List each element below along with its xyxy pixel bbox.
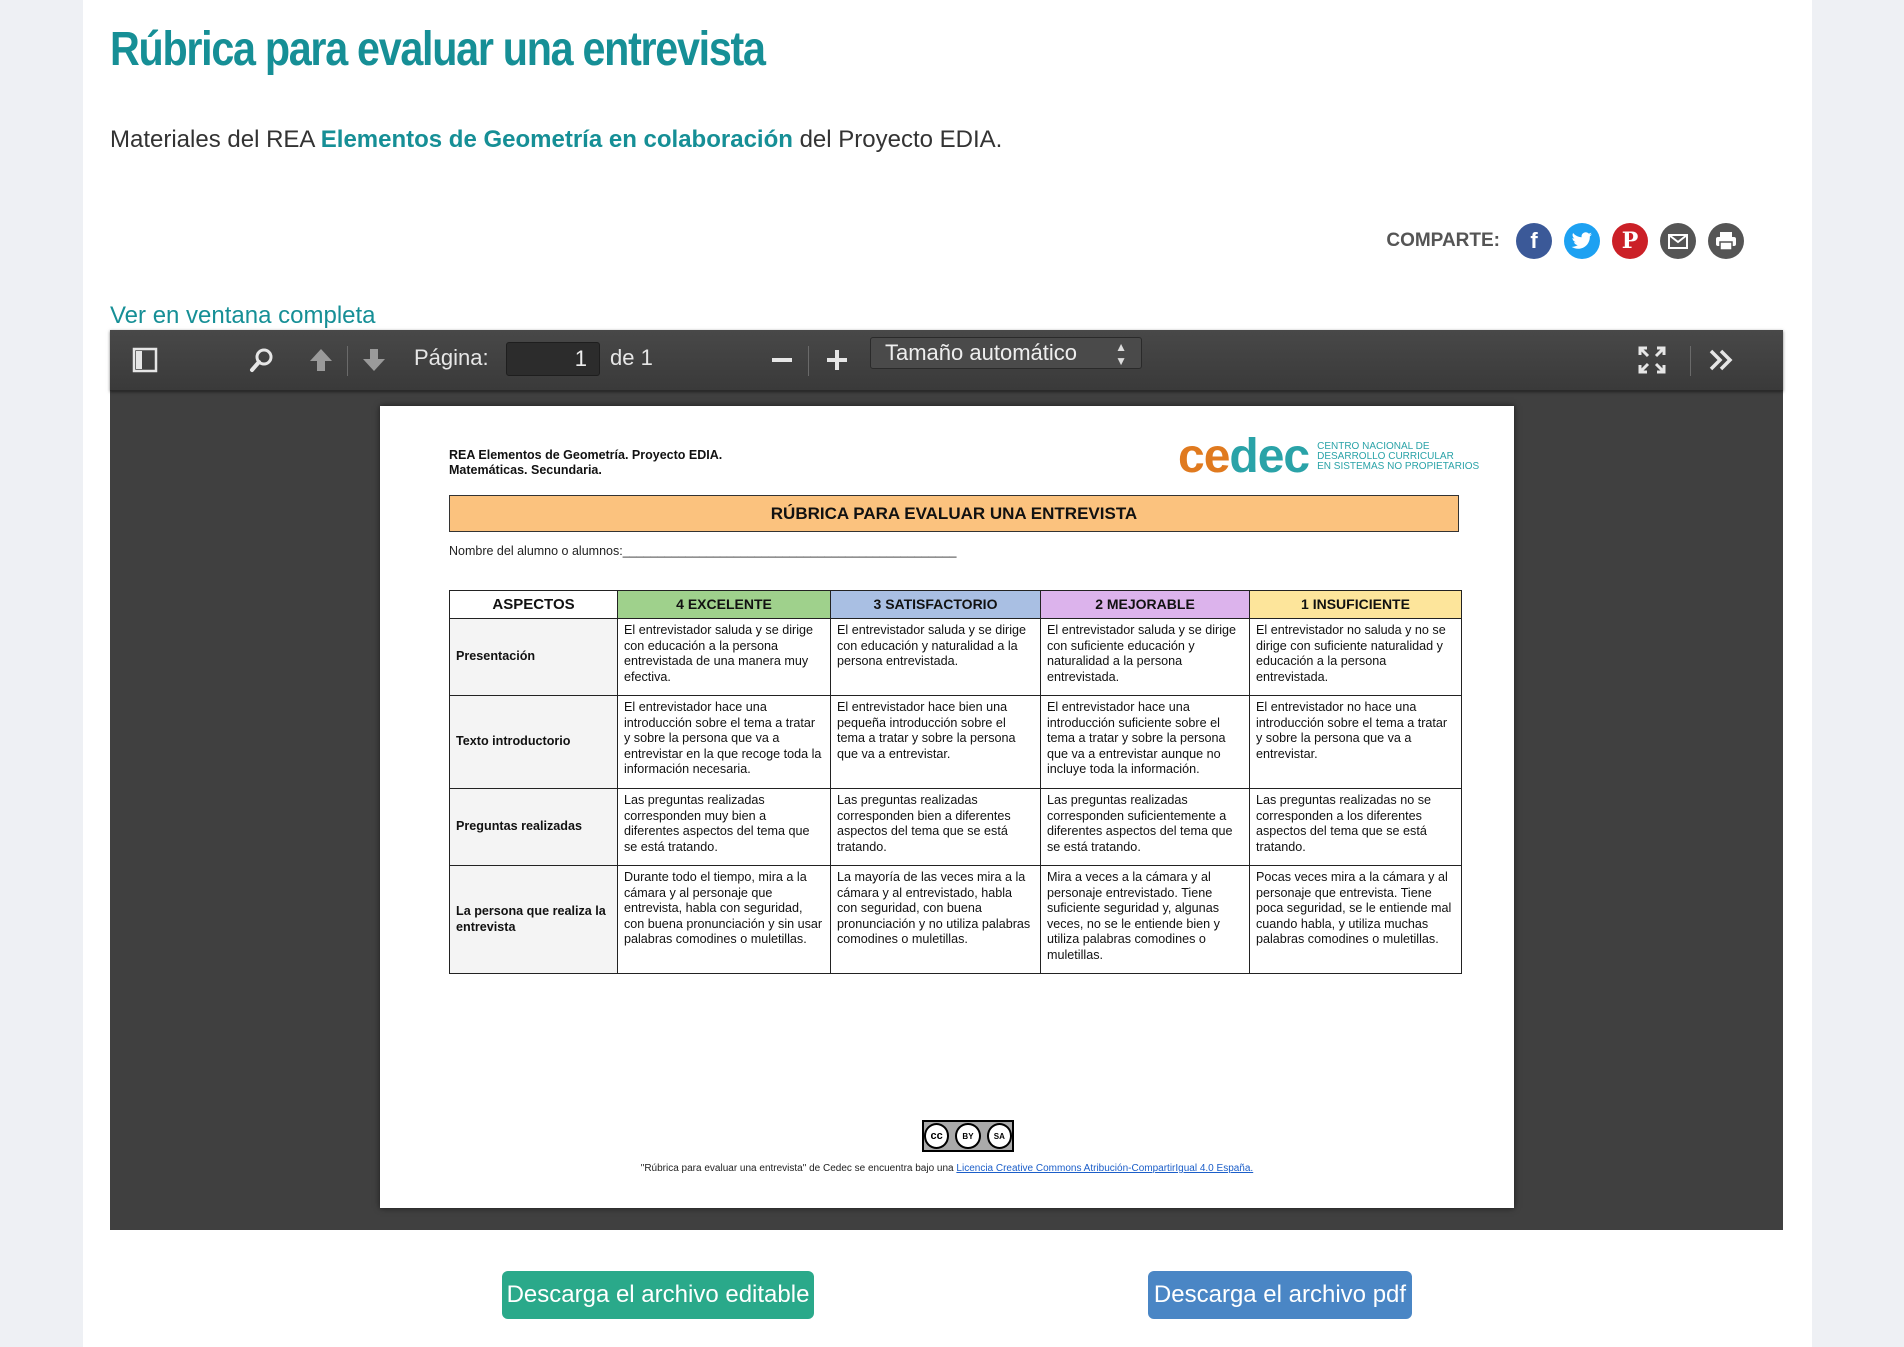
rubric-cell: Durante todo el tiempo, mira a la cámara y al personaje que entrevista, habla con seguridad, con buena pronunciación y sin usar palabras comodines o muletillas. bbox=[618, 866, 831, 974]
rubric-cell: Las preguntas realizadas corresponden bien a diferentes aspectos del tema que se está tratando. bbox=[831, 789, 1041, 866]
header-aspectos: ASPECTOS bbox=[450, 591, 618, 619]
toolbar-separator bbox=[808, 346, 809, 376]
rubric-cell: El entrevistador saluda y se dirige con suficiente educación y naturalidad a la persona entrevistada. bbox=[1041, 619, 1250, 696]
tools-icon[interactable] bbox=[1705, 344, 1737, 376]
pdf-viewer bbox=[110, 330, 1783, 1230]
full-window-link[interactable]: Ver en ventana completa bbox=[110, 302, 376, 329]
rubric-cell: El entrevistador no hace una introducción sobre el tema a tratar y sobre la persona que va a entrevistar. bbox=[1250, 696, 1462, 789]
creative-commons-badge bbox=[922, 1120, 1014, 1152]
page-title: Rúbrica para evaluar una entrevista bbox=[110, 23, 765, 76]
fullscreen-icon[interactable] bbox=[1636, 344, 1668, 376]
rubric-header-row bbox=[450, 591, 1462, 619]
search-icon[interactable] bbox=[247, 345, 277, 375]
download-editable-button[interactable]: Descarga el archivo editable bbox=[502, 1271, 814, 1319]
rubric-cell: El entrevistador hace una introducción sobre el tema a tratar y sobre la persona que va a entrevistar en la que recoge toda la información necesaria. bbox=[618, 696, 831, 789]
rubric-cell: La mayoría de las veces mira a la cámara y al entrevistado, habla con seguridad, con buena pronunciación y no utiliza palabras comodines o muletillas. bbox=[831, 866, 1041, 974]
rubric-cell: El entrevistador saluda y se dirige con educación a la persona entrevistada de una manera muy efectiva. bbox=[618, 619, 831, 696]
table-row bbox=[450, 866, 1462, 974]
intro-suffix: del Proyecto EDIA. bbox=[792, 126, 1003, 153]
document-header-line: Matemáticas. Secundaria. bbox=[449, 463, 602, 477]
previous-page-icon[interactable] bbox=[305, 344, 337, 376]
sa-icon: SA bbox=[987, 1123, 1012, 1149]
twitter-icon[interactable] bbox=[1564, 223, 1600, 259]
header-excelente: 4 EXCELENTE bbox=[618, 591, 831, 619]
share-bar bbox=[1386, 223, 1744, 259]
header-mejorable: 2 MEJORABLE bbox=[1041, 591, 1250, 619]
toolbar-separator bbox=[1690, 346, 1691, 376]
select-arrows-icon: ▲ ▼ bbox=[1115, 340, 1127, 368]
document-header-line: REA Elementos de Geometría. Proyecto EDIA. bbox=[449, 448, 723, 462]
page-total: de 1 bbox=[610, 345, 653, 370]
facebook-icon[interactable]: f bbox=[1516, 223, 1552, 259]
content-area bbox=[83, 0, 1812, 1347]
email-icon[interactable] bbox=[1660, 223, 1696, 259]
aspect-cell: Preguntas realizadas bbox=[450, 789, 618, 866]
page-label: Página: bbox=[414, 345, 489, 370]
rubric-cell: El entrevistador hace bien una pequeña introducción sobre el tema a tratar y sobre la persona que va a entrevistar. bbox=[831, 696, 1041, 789]
pinterest-icon[interactable]: P bbox=[1612, 223, 1648, 259]
page-number-input[interactable]: 1 bbox=[506, 342, 600, 376]
license-text: "Rúbrica para evaluar una entrevista" de Cedec se encuentra bajo una bbox=[640, 1163, 957, 1174]
logo-subtitle: CENTRO NACIONAL DE DESARROLLO CURRICULAR EN SISTEMAS NO PROPIETARIOS bbox=[1317, 441, 1480, 472]
rubric-table bbox=[449, 590, 1462, 974]
print-icon[interactable] bbox=[1708, 223, 1744, 259]
rubric-cell: El entrevistador no saluda y no se dirige con suficiente naturalidad y educación a la persona entrevistada. bbox=[1250, 619, 1462, 696]
rubric-cell: Pocas veces mira a la cámara y al personaje que entrevista. Tiene poca seguridad, se le entiende mal cuando habla, y utiliza muchas palabras comodines o muletillas. bbox=[1250, 866, 1462, 974]
aspect-cell: Presentación bbox=[450, 619, 618, 696]
document-header bbox=[449, 448, 722, 478]
license-link[interactable]: Licencia Creative Commons Atribución-CompartirIgual 4.0 España. bbox=[956, 1163, 1254, 1174]
zoom-out-icon[interactable] bbox=[767, 345, 797, 375]
student-name-line: Nombre del alumno o alumnos:________________________________________________ bbox=[449, 544, 957, 558]
aspect-cell: Texto introductorio bbox=[450, 696, 618, 789]
cedec-logo bbox=[1178, 432, 1479, 482]
header-satisfactorio: 3 SATISFACTORIO bbox=[831, 591, 1041, 619]
download-pdf-button[interactable]: Descarga el archivo pdf bbox=[1148, 1271, 1412, 1319]
zoom-select[interactable] bbox=[870, 337, 1142, 369]
rubric-cell: Las preguntas realizadas corresponden muy bien a diferentes aspectos del tema que se está tratando. bbox=[618, 789, 831, 866]
license-footer bbox=[380, 1163, 1514, 1174]
table-row bbox=[450, 619, 1462, 696]
toolbar-separator bbox=[347, 346, 348, 376]
rubric-cell: Las preguntas realizadas no se corresponden a los diferentes aspectos del tema que se está tratando. bbox=[1250, 789, 1462, 866]
intro-text bbox=[110, 126, 1002, 154]
table-row bbox=[450, 696, 1462, 789]
rubric-title-band: RÚBRICA PARA EVALUAR UNA ENTREVISTA bbox=[449, 495, 1459, 532]
aspect-cell: La persona que realiza la entrevista bbox=[450, 866, 618, 974]
intro-prefix: Materiales del REA bbox=[110, 126, 321, 153]
pdf-page bbox=[380, 406, 1514, 1208]
table-row bbox=[450, 789, 1462, 866]
rubric-cell: Mira a veces a la cámara y al personaje entrevistado. Tiene suficiente seguridad y, algunas veces, no se le entiende bien y utiliza palabras comodines o muletillas. bbox=[1041, 866, 1250, 974]
zoom-select-value: Tamaño automático bbox=[885, 340, 1077, 365]
logo-word: cedec bbox=[1178, 430, 1310, 483]
zoom-in-icon[interactable] bbox=[822, 345, 852, 375]
by-icon: BY bbox=[955, 1123, 980, 1149]
next-page-icon[interactable] bbox=[358, 344, 390, 376]
header-insuficiente: 1 INSUFICIENTE bbox=[1250, 591, 1462, 619]
pdf-toolbar bbox=[110, 330, 1783, 391]
rea-link[interactable]: Elementos de Geometría en colaboración bbox=[320, 126, 793, 153]
rubric-cell: El entrevistador hace una introducción suficiente sobre el tema a tratar y sobre la persona que va a entrevistar aunque no incluye toda la información. bbox=[1041, 696, 1250, 789]
rubric-cell: Las preguntas realizadas corresponden suficientemente a diferentes aspectos del tema que se está tratando. bbox=[1041, 789, 1250, 866]
share-label: COMPARTE: bbox=[1386, 230, 1500, 251]
cc-icon: cc bbox=[924, 1123, 949, 1149]
sidebar-toggle-icon[interactable] bbox=[130, 345, 160, 375]
rubric-cell: El entrevistador saluda y se dirige con educación y naturalidad a la persona entrevistada. bbox=[831, 619, 1041, 696]
